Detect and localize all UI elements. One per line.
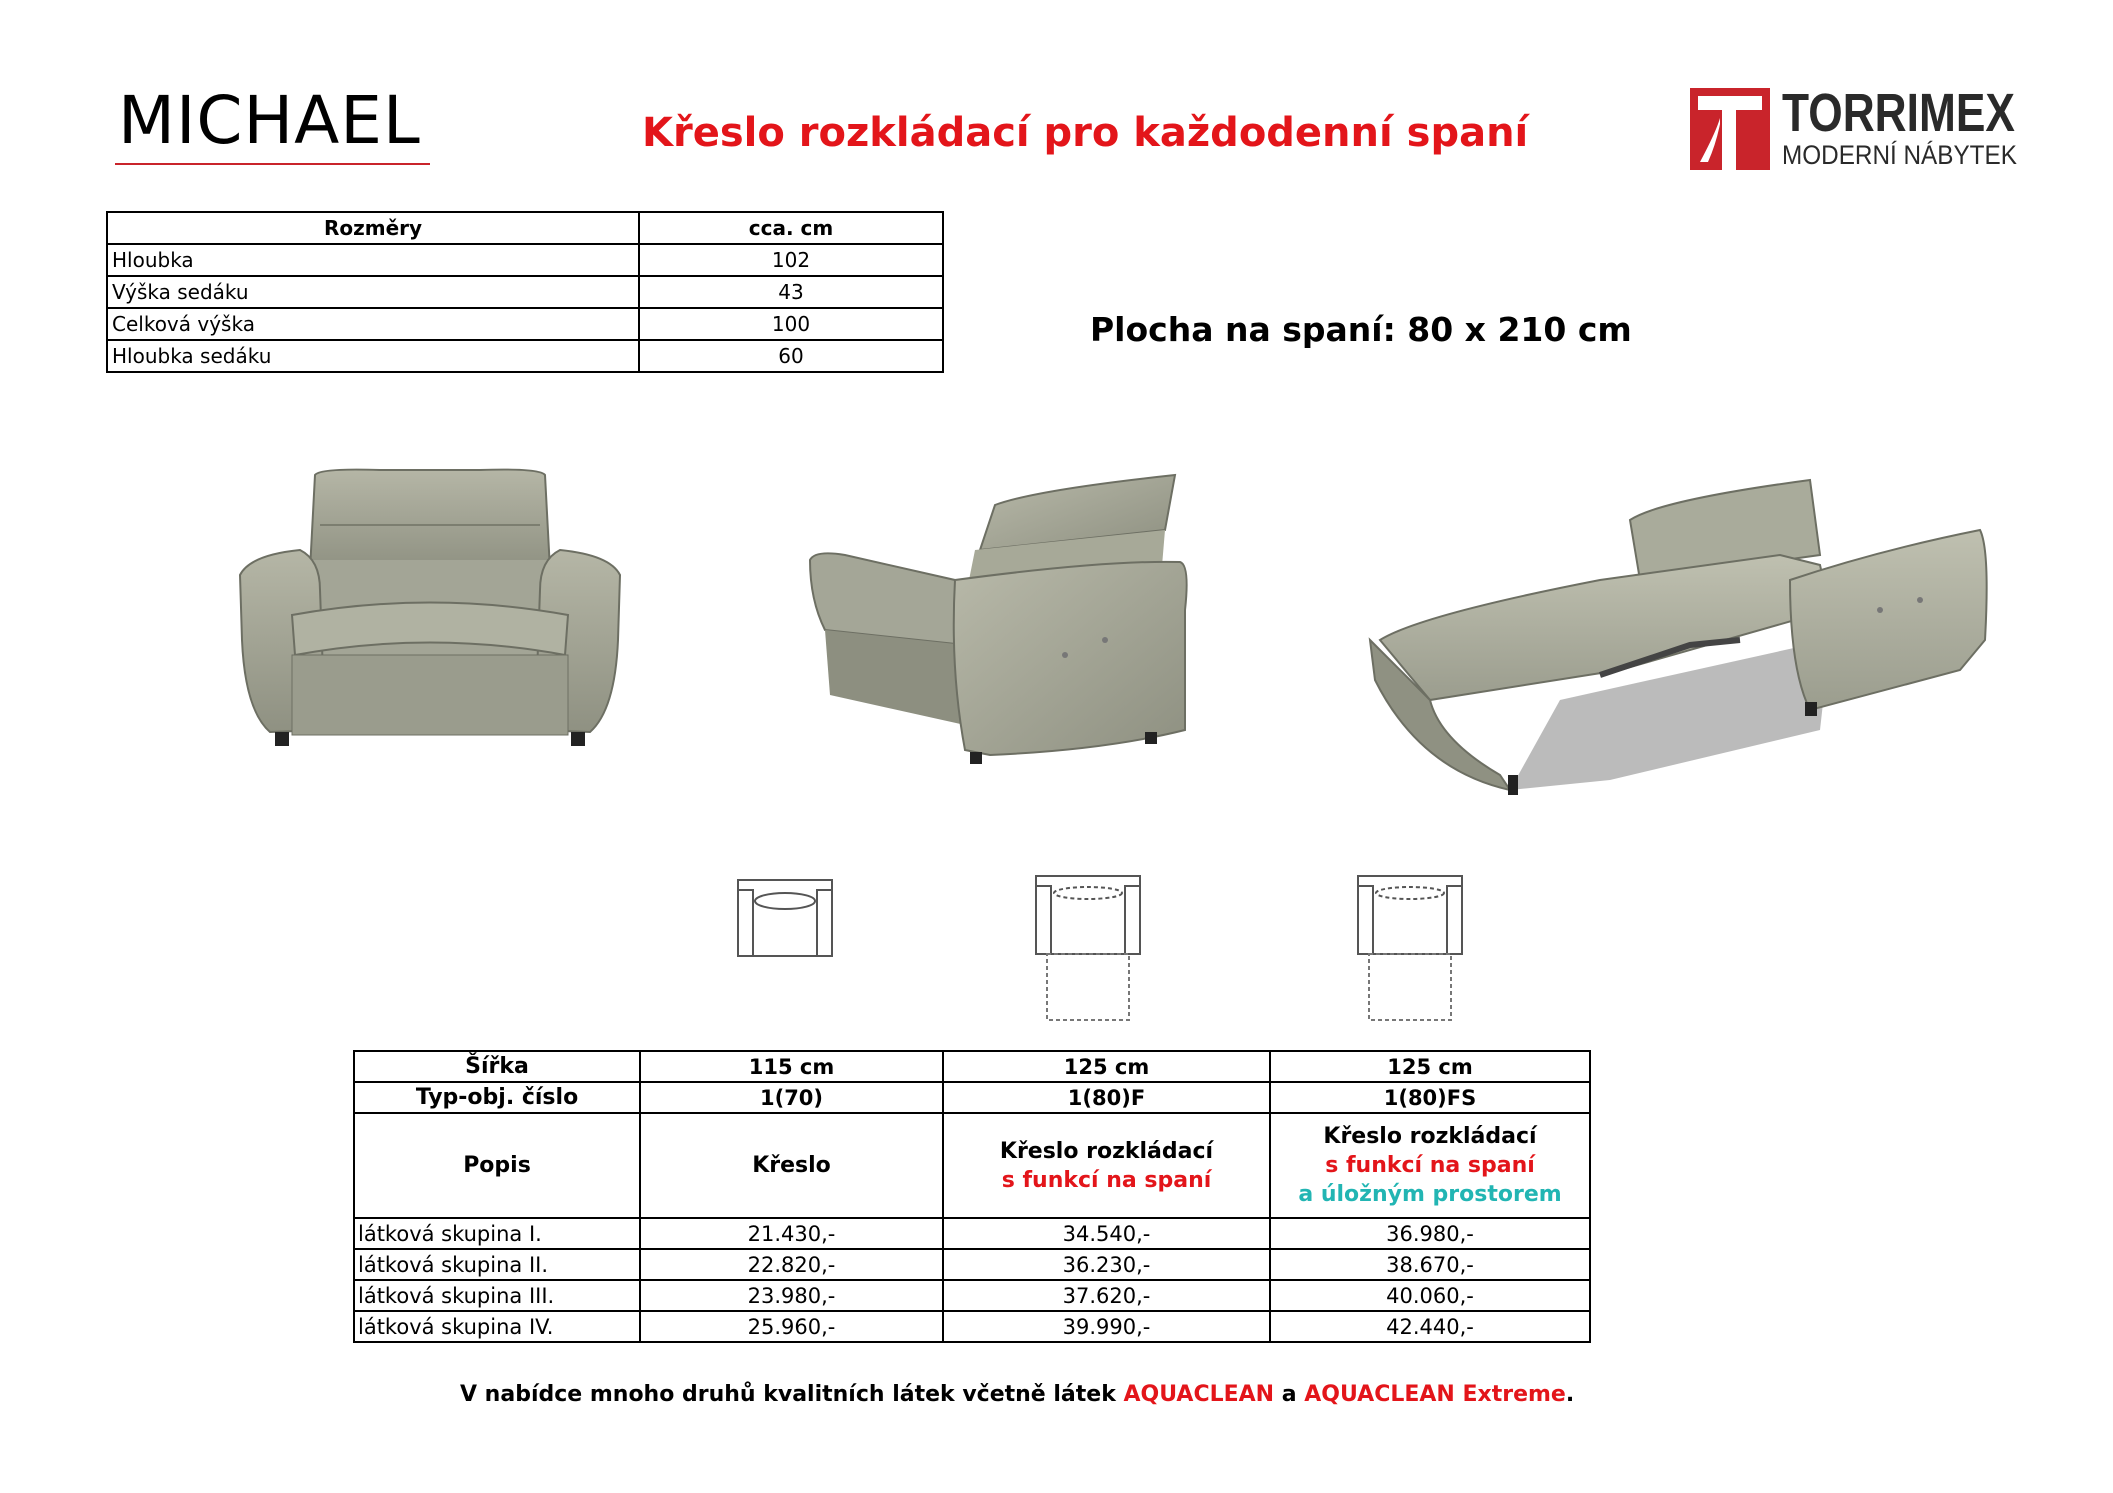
width-row (354, 1051, 1590, 1082)
fabric-group-label: látková skupina IV. (354, 1311, 640, 1342)
armchair-front-image (230, 460, 630, 750)
col-header: Rozměry (107, 212, 639, 244)
sofa-bed-scheme-icon (1033, 873, 1143, 1023)
description-cell (1270, 1113, 1590, 1218)
table-row (107, 340, 943, 372)
description-line: s funkcí na spaní (1325, 1153, 1535, 1178)
table-row (107, 276, 943, 308)
width-cell: 125 cm (943, 1051, 1270, 1082)
type-cell: 1(70) (640, 1082, 943, 1113)
brand-name: MICHAEL (118, 82, 421, 159)
row-value: 100 (639, 308, 943, 340)
sleep-area-text: Plocha na spaní: 80 x 210 cm (1090, 310, 1632, 349)
footer-note (460, 1382, 1574, 1407)
brand-underline (115, 163, 430, 165)
price-cell: 36.980,- (1270, 1218, 1590, 1249)
fabric-group-label: látková skupina I. (354, 1218, 640, 1249)
price-cell: 39.990,- (943, 1311, 1270, 1342)
footer-text: . (1565, 1382, 1575, 1407)
price-cell: 21.430,- (640, 1218, 943, 1249)
price-cell: 34.540,- (943, 1218, 1270, 1249)
dimensions-table (106, 211, 944, 373)
armchair-scheme-icon (735, 877, 835, 959)
row-value: 60 (639, 340, 943, 372)
price-cell: 38.670,- (1270, 1249, 1590, 1280)
logo-name: TORRIMEX (1782, 83, 2015, 143)
table-row (107, 308, 943, 340)
logo (1782, 83, 2066, 170)
fabric-group-label: látková skupina II. (354, 1249, 640, 1280)
row-label: Hloubka sedáku (107, 340, 639, 372)
price-cell: 23.980,- (640, 1280, 943, 1311)
fabric-group-label: látková skupina III. (354, 1280, 640, 1311)
price-cell: 40.060,- (1270, 1280, 1590, 1311)
description-label: Popis (354, 1113, 640, 1218)
description-line: Křeslo rozkládací (1323, 1124, 1537, 1149)
width-cell: 115 cm (640, 1051, 943, 1082)
sofa-bed-storage-scheme-icon (1355, 873, 1465, 1023)
torrimex-logo-icon (1690, 88, 1770, 170)
row-value: 102 (639, 244, 943, 276)
price-cell: 25.960,- (640, 1311, 943, 1342)
page-title: Křeslo rozkládací pro každodenní spaní (642, 110, 1529, 156)
table-row (107, 244, 943, 276)
type-label: Typ-obj. číslo (354, 1082, 640, 1113)
description-line: Křeslo rozkládací (999, 1138, 1214, 1164)
price-row (354, 1280, 1590, 1311)
row-label: Hloubka (107, 244, 639, 276)
type-cell: 1(80)F (943, 1082, 1270, 1113)
logo-subtitle: MODERNÍ NÁBYTEK (1782, 140, 2017, 170)
armchair-angle-image (805, 470, 1225, 770)
aquaclean-extreme-brand: AQUACLEAN Extreme (1304, 1382, 1566, 1407)
description-cell: Křeslo (640, 1113, 943, 1218)
description-cell (943, 1113, 1270, 1218)
price-table (353, 1050, 1591, 1343)
table-header-row (107, 212, 943, 244)
type-row (354, 1082, 1590, 1113)
price-row (354, 1249, 1590, 1280)
armchair-bed-open-image (1360, 470, 2000, 810)
price-row (354, 1311, 1590, 1342)
description-line: a úložným prostorem (1298, 1182, 1562, 1207)
row-label: Celková výška (107, 308, 639, 340)
footer-text: V nabídce mnoho druhů kvalitních látek včetně látek (460, 1382, 1124, 1407)
row-value: 43 (639, 276, 943, 308)
width-label: Šířka (354, 1051, 640, 1082)
description-row (354, 1113, 1590, 1218)
price-cell: 37.620,- (943, 1280, 1270, 1311)
width-cell: 125 cm (1270, 1051, 1590, 1082)
description-line: s funkcí na spaní (1001, 1167, 1212, 1193)
price-cell: 36.230,- (943, 1249, 1270, 1280)
col-header: cca. cm (639, 212, 943, 244)
footer-text: a (1274, 1382, 1305, 1407)
price-row (354, 1218, 1590, 1249)
row-label: Výška sedáku (107, 276, 639, 308)
price-cell: 22.820,- (640, 1249, 943, 1280)
aquaclean-brand: AQUACLEAN (1123, 1382, 1275, 1407)
price-cell: 42.440,- (1270, 1311, 1590, 1342)
type-cell: 1(80)FS (1270, 1082, 1590, 1113)
